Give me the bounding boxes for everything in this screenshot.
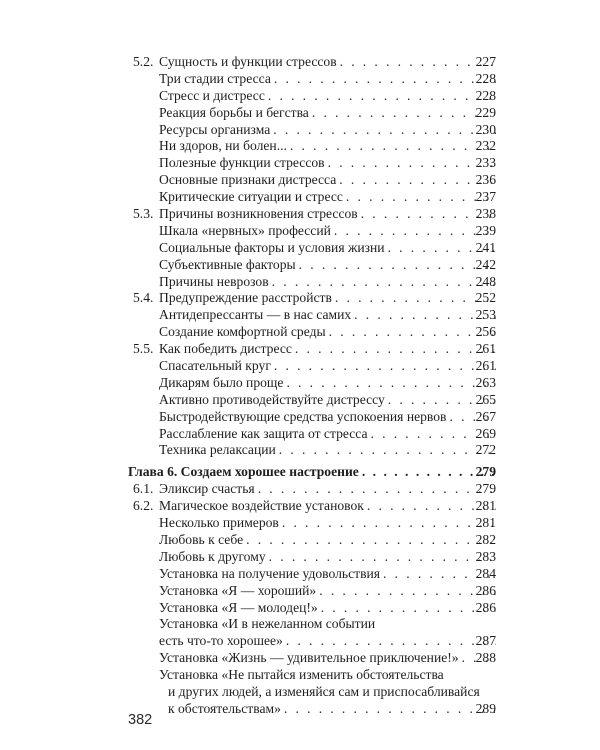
toc-entry <box>159 138 496 155</box>
toc-subentry <box>0 583 600 600</box>
toc-section-5-5 <box>0 341 600 358</box>
entry-title-line: и других людей, а изменяйся сам и приспосабливайся <box>168 683 480 699</box>
toc-entry <box>159 583 496 600</box>
toc-entry <box>159 155 496 172</box>
toc-entry <box>159 172 496 189</box>
toc-subentry <box>0 442 600 459</box>
page-ref: 236 <box>475 172 496 188</box>
toc-entry <box>159 442 496 459</box>
toc-entry <box>159 54 496 71</box>
toc-subentry <box>0 409 600 426</box>
page-ref: 269 <box>475 425 496 441</box>
toc-entry <box>159 105 496 122</box>
toc-entry <box>159 71 496 88</box>
toc-subentry <box>0 88 600 105</box>
page-ref: 279 <box>475 481 496 497</box>
toc-entry <box>159 498 496 515</box>
page-ref: 238 <box>475 206 496 222</box>
page-ref: 263 <box>475 374 496 390</box>
toc-entry <box>159 409 496 426</box>
page-ref: 279 <box>475 464 496 480</box>
toc-section-6-1 <box>0 481 600 498</box>
entry-title: Критические ситуации и стресс <box>159 189 343 205</box>
toc-section-5-3 <box>0 206 600 223</box>
toc-subentry-continued <box>0 684 600 701</box>
section-number: 5.2. <box>133 54 154 69</box>
toc-entry <box>159 426 496 443</box>
page-ref: 239 <box>475 222 496 238</box>
page-ref: 261 <box>475 358 496 374</box>
toc-subentry <box>0 71 600 88</box>
page-ref: 265 <box>475 391 496 407</box>
entry-title: Установка «Я — хороший» <box>159 582 317 598</box>
entry-title: Магическое воздействие установок <box>159 498 364 514</box>
entry-title: Основные признаки дистресса <box>159 172 337 188</box>
toc-section-6-2 <box>0 498 600 515</box>
toc-subentry <box>0 172 600 189</box>
toc-subentry <box>0 307 600 324</box>
toc-subentry <box>0 600 600 617</box>
entry-title: Как победить дистресс <box>159 341 292 357</box>
toc-entry <box>159 189 496 206</box>
entry-title: Ни здоров, ни болен... <box>159 138 287 154</box>
entry-title: Дикарям было проще <box>159 374 284 390</box>
toc-subentry-continued <box>0 616 600 633</box>
toc-entry <box>159 481 496 498</box>
entry-title: Причины возникновения стрессов <box>159 206 358 222</box>
entry-title: есть что-то хорошее» <box>159 633 283 649</box>
table-of-contents <box>0 54 600 718</box>
page-ref: 272 <box>475 442 496 458</box>
entry-title: Причины неврозов <box>159 273 269 289</box>
entry-title: Любовь к себе <box>159 531 244 547</box>
toc-entry <box>159 206 496 223</box>
toc-entry <box>168 701 496 718</box>
entry-title: Стресс и дистресс <box>159 87 265 103</box>
entry-title: Несколько примеров <box>159 515 279 531</box>
toc-entry <box>159 257 496 274</box>
page-ref: 281 <box>475 498 496 514</box>
toc-subentry <box>0 549 600 566</box>
section-number: 5.5. <box>133 341 154 357</box>
page-ref: 288 <box>475 650 496 666</box>
toc-subentry-continued <box>0 667 600 684</box>
entry-title: Расслабление как защита от стресса <box>159 425 368 441</box>
toc-entry <box>159 392 496 409</box>
entry-title: Установка «Жизнь — удивительное приключение!» <box>159 650 459 666</box>
chapter-title: Глава 6. Создаем хорошее настроение <box>128 464 359 480</box>
toc-entry <box>159 532 496 549</box>
toc-subentry <box>0 257 600 274</box>
toc-entry <box>159 600 496 617</box>
entry-title: Создание комфортной среды <box>159 324 326 340</box>
entry-title: Эликсир счастья <box>159 481 255 497</box>
toc-section-5-2 <box>0 54 600 71</box>
entry-title: Установка на получение удовольствия <box>159 565 381 581</box>
entry-title: Спасательный круг <box>159 358 271 374</box>
toc-subentry <box>0 566 600 583</box>
toc-section-5-4 <box>0 290 600 307</box>
page-ref: 286 <box>475 582 496 598</box>
toc-subentry <box>0 515 600 532</box>
toc-entry <box>159 341 496 358</box>
page-ref: 261 <box>475 341 496 357</box>
page-ref: 289 <box>475 700 496 716</box>
page-ref: 284 <box>475 565 496 581</box>
toc-subentry <box>0 138 600 155</box>
toc-entry <box>159 633 496 650</box>
entry-title: Шкала «нервных» профессий <box>159 222 331 238</box>
toc-entry <box>159 566 496 583</box>
toc-subentry <box>0 324 600 341</box>
toc-entry <box>159 240 496 257</box>
page-ref: 256 <box>475 324 496 340</box>
toc-entry <box>159 549 496 566</box>
toc-entry <box>159 324 496 341</box>
page-ref: 228 <box>475 70 496 86</box>
toc-subentry <box>0 274 600 291</box>
toc-subentry <box>0 392 600 409</box>
toc-entry <box>159 223 496 240</box>
page-ref: 283 <box>475 548 496 564</box>
section-number: 5.3. <box>133 206 154 222</box>
toc-entry <box>159 650 496 667</box>
page-number: 382 <box>128 712 153 728</box>
toc-entry <box>159 274 496 291</box>
entry-title: Антидепрессанты — в нас самих <box>159 307 352 323</box>
entry-title: Субъективные факторы <box>159 256 296 272</box>
page-ref: 286 <box>475 599 496 615</box>
toc-entry <box>159 290 496 307</box>
toc-subentry <box>0 358 600 375</box>
section-number: 5.4. <box>133 290 154 306</box>
toc-subentry <box>0 701 600 718</box>
entry-title: Полезные функции стрессов <box>159 155 325 171</box>
toc-subentry <box>0 155 600 172</box>
toc-entry <box>128 464 496 481</box>
entry-title: Социальные факторы и условия жизни <box>159 239 385 255</box>
entry-title: Любовь к другому <box>159 548 266 564</box>
page-ref: 248 <box>475 273 496 289</box>
toc-subentry <box>0 426 600 443</box>
toc-entry <box>159 88 496 105</box>
entry-title: Ресурсы организма <box>159 121 271 137</box>
page-ref: 237 <box>475 189 496 205</box>
entry-title: Реакция борьбы и бегства <box>159 104 309 120</box>
page-ref: 282 <box>475 531 496 547</box>
page-ref: 242 <box>475 256 496 272</box>
page-ref: 252 <box>475 290 496 306</box>
toc-entry <box>159 307 496 324</box>
toc-subentry <box>0 122 600 139</box>
page-ref: 241 <box>475 239 496 255</box>
entry-title-line: Установка «И в нежеланном событии <box>159 616 376 632</box>
page-ref: 229 <box>475 104 496 120</box>
toc-subentry <box>0 650 600 667</box>
entry-title: Техника релаксации <box>159 442 276 458</box>
page-ref: 267 <box>475 408 496 424</box>
page-ref: 228 <box>475 87 496 103</box>
toc-subentry <box>0 240 600 257</box>
page-ref: 227 <box>475 54 496 69</box>
page-ref: 233 <box>475 155 496 171</box>
page-ref: 253 <box>475 307 496 323</box>
page-ref: 232 <box>475 138 496 154</box>
toc-subentry <box>0 375 600 392</box>
toc-subentry <box>0 633 600 650</box>
entry-title: Сущность и функции стрессов <box>159 54 337 69</box>
page-ref: 281 <box>475 515 496 531</box>
toc-subentry <box>0 105 600 122</box>
entry-title: Три стадии стресса <box>159 70 271 86</box>
toc-subentry <box>0 532 600 549</box>
toc-entry <box>159 515 496 532</box>
entry-title: к обстоятельствам» <box>168 700 281 716</box>
toc-subentry <box>0 189 600 206</box>
entry-title: Предупреждение расстройств <box>159 290 332 306</box>
toc-entry <box>159 358 496 375</box>
section-number: 6.2. <box>133 498 154 514</box>
page-ref: 230 <box>475 121 496 137</box>
toc-entry <box>159 375 496 392</box>
toc-chapter-6 <box>0 464 600 481</box>
entry-title-line: Установка «Не пытайся изменить обстоятельства <box>159 667 444 683</box>
entry-title: Установка «Я — молодец!» <box>159 599 318 615</box>
toc-subentry <box>0 223 600 240</box>
entry-title: Активно противодействуйте дистрессу <box>159 391 385 407</box>
entry-title: Быстродействующие средства успокоения нервов <box>159 408 447 424</box>
page-ref: 287 <box>475 633 496 649</box>
section-number: 6.1. <box>133 481 154 497</box>
toc-entry <box>159 122 496 139</box>
